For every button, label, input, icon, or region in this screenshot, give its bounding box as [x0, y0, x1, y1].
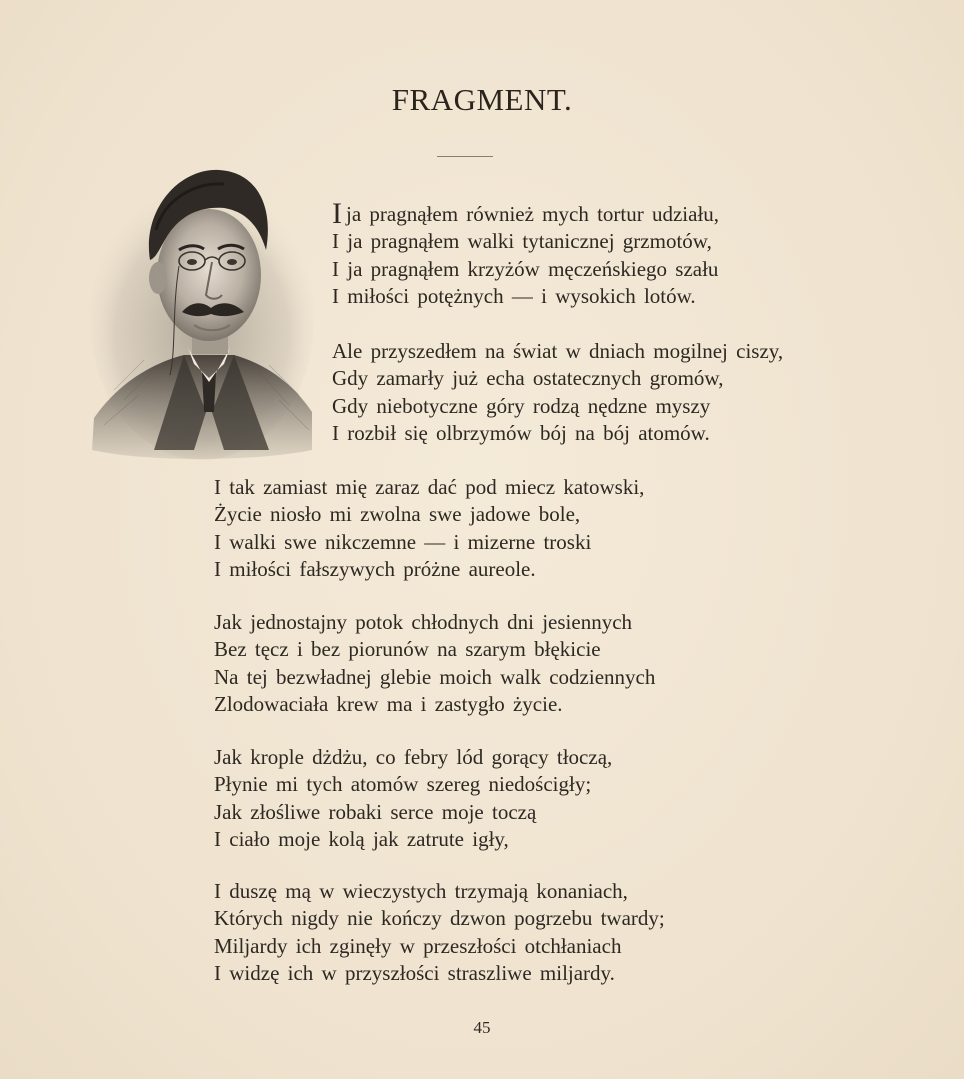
stanza-4-line-4: Zlodowaciała krew ma i zastygło życie.	[214, 691, 563, 716]
page-number: 45	[473, 1018, 491, 1037]
stanza-1-line-2: I ja pragnąłem walki tytanicznej grzmotów,	[332, 229, 712, 254]
portrait	[84, 150, 316, 460]
stanza-6-line-1: I duszę mą w wieczystych trzymają konaniach,	[214, 879, 628, 903]
first-line-text: ja pragnąłem również mych tortur udziału,	[346, 202, 720, 226]
stanza-2-line-4: I rozbił się olbrzymów bój na bój atomów.	[332, 420, 710, 445]
stanza-5-line-4: I ciało moje kolą jak zatrute igły,	[214, 826, 509, 851]
stanza-3-line-3: I walki swe nikczemne — i mizerne troski	[214, 529, 592, 554]
stanza-6-line-4: I widzę ich w przyszłości straszliwe miljardy.	[214, 960, 615, 985]
drop-cap: I	[332, 197, 342, 230]
stanza-3-line-2: Życie niosło mi zwolna swe jadowe bole,	[214, 502, 581, 527]
stanza-5-line-3: Jak złośliwe robaki serce moje toczą	[214, 799, 537, 824]
stanza-2-line-2: Gdy zamarły już echa ostatecznych gromów,	[332, 366, 724, 391]
stanza-3	[214, 474, 644, 583]
stanza-5	[214, 744, 612, 853]
stanza-1-line-4: I miłości potężnych — i wysokich lotów.	[332, 283, 696, 308]
stanza-5-line-1: Jak krople dżdżu, co febry lód gorący tłoczą,	[214, 745, 613, 769]
stanza-4-line-2: Bez tęcz i bez piorunów na szarym błękicie	[214, 637, 601, 662]
stanza-2-line-1: Ale przyszedłem na świat w dniach mogilnej ciszy,	[332, 339, 784, 363]
stanza-6-line-3: Miljardy ich zginęły w przeszłości otchłaniach	[214, 933, 622, 958]
stanza-6	[214, 878, 665, 987]
stanza-1-line-1	[332, 197, 720, 230]
portrait-engraving-icon	[84, 150, 316, 460]
stanza-2	[332, 338, 783, 447]
stanza-6-line-2: Których nigdy nie kończy dzwon pogrzebu twardy;	[214, 906, 665, 931]
stanza-2-line-3: Gdy niebotyczne góry rodzą nędzne myszy	[332, 393, 711, 418]
stanza-4	[214, 609, 655, 718]
stanza-3-line-1: I tak zamiast mię zaraz dać pod miecz katowski,	[214, 475, 645, 499]
stanza-5-line-2: Płynie mi tych atomów szereg niedościgły;	[214, 772, 592, 797]
poem-title: FRAGMENT.	[391, 82, 573, 117]
stanza-4-line-1: Jak jednostajny potok chłodnych dni jesiennych	[214, 610, 633, 634]
stanza-1	[332, 197, 720, 310]
stanza-1-line-3: I ja pragnąłem krzyżów męczeńskiego szału	[332, 256, 719, 281]
stanza-3-line-4: I miłości fałszywych próżne aureole.	[214, 556, 536, 581]
title-divider	[437, 156, 493, 157]
stanza-4-line-3: Na tej bezwładnej glebie moich walk codziennych	[214, 664, 656, 689]
